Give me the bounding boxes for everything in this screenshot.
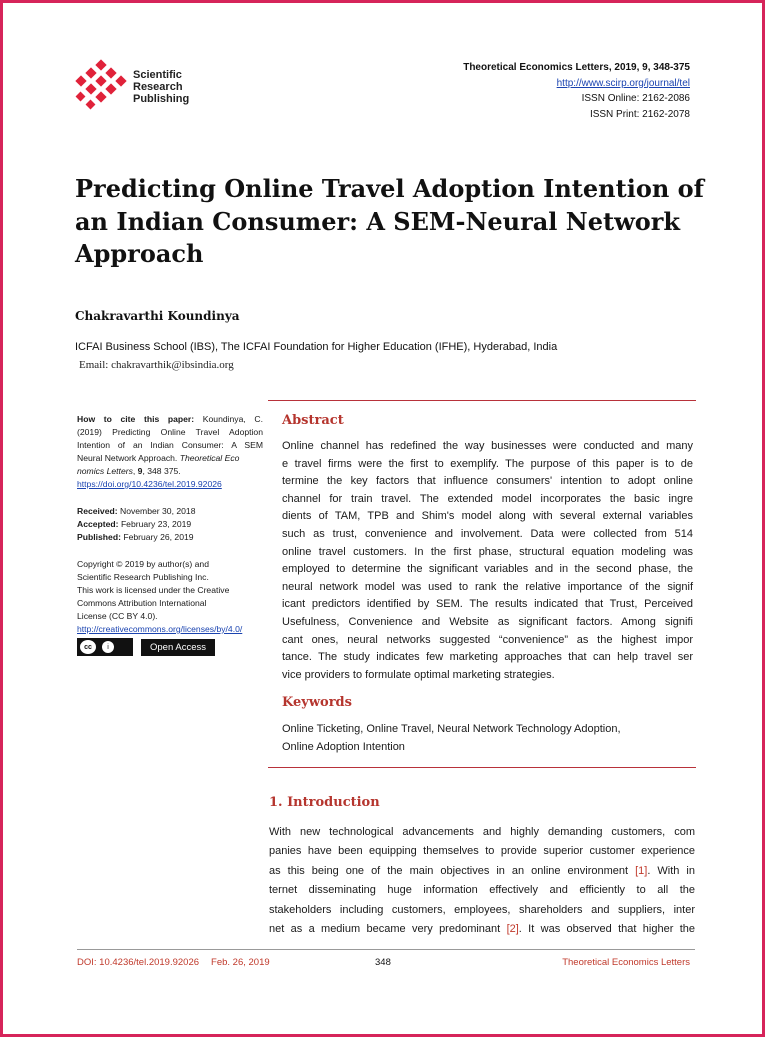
- abstract-top-rule: [268, 400, 696, 401]
- keywords-bottom-rule: [268, 767, 696, 768]
- intro-line: as this being one of the main objectives in an online environment [1]. With in: [269, 864, 695, 877]
- abstract-line: such as trust, convenience and involvement. Data were collected from 514: [282, 527, 693, 540]
- title-line: Approach: [75, 239, 204, 268]
- publisher-name: [133, 69, 189, 105]
- publisher-line: Research: [133, 81, 183, 93]
- copyright-line: Copyright © 2019 by author(s) and: [77, 559, 209, 569]
- cc-icon: cc: [80, 640, 96, 654]
- doi-link[interactable]: https://doi.org/10.4236/tel.2019.92026: [77, 479, 222, 489]
- abstract-line: tance. The study indicates few marketing approaches that can help travel ser: [282, 651, 693, 664]
- abstract-line: termine the key factors that influence consumers' intention to adopt online: [282, 475, 693, 488]
- abstract-heading: Abstract: [282, 413, 344, 428]
- citation-line: Neural Network Approach. Theoretical Eco: [77, 453, 240, 463]
- abstract-line: Usefulness, Convenience and Website as significant factors. Among signifi: [282, 615, 693, 628]
- publisher-logo-icon: [75, 59, 131, 113]
- footer-doi-text: DOI: 10.4236/tel.2019.92026: [77, 957, 200, 968]
- abstract-line: e travel firms were the first to exemplify. The purpose of this paper is to de: [282, 457, 693, 470]
- copyright-line: Scientific Research Publishing Inc.: [77, 572, 209, 582]
- introduction-heading: 1. Introduction: [269, 795, 380, 810]
- citation-line: (2019) Predicting Online Travel Adoption: [77, 427, 263, 437]
- author-affiliation: ICFAI Business School (IBS), The ICFAI Foundation for Higher Education (IFHE), Hyderabad, India: [75, 341, 558, 353]
- footer-doi: [77, 957, 282, 968]
- page-number: 348: [375, 957, 391, 968]
- received-date: Received: November 30, 2018: [77, 506, 196, 516]
- footer-date: Feb. 26, 2019: [211, 957, 270, 968]
- sidebar-info: [77, 413, 263, 656]
- cc-by-badge-icon[interactable]: [77, 638, 133, 656]
- journal-url-link[interactable]: http://www.scirp.org/journal/tel: [556, 77, 690, 89]
- citation-block: [77, 413, 263, 491]
- intro-line: ternet disseminating huge information effectively and efficiently to all the: [269, 884, 695, 897]
- abstract-line: icant predictors identified by SEM. The results indicated that Trust, Perceived: [282, 598, 693, 611]
- abstract-line: employed to determine the significant variables and in the second phase, the: [282, 563, 693, 576]
- journal-info: [463, 60, 690, 122]
- publisher-logo: [75, 59, 215, 113]
- license-link[interactable]: http://creativecommons.org/licenses/by/4.0/: [77, 624, 243, 634]
- published-date: Published: February 26, 2019: [77, 532, 194, 542]
- keywords-text: [282, 720, 693, 756]
- author-email: Email: chakravarthik@ibsindia.org: [79, 359, 234, 371]
- abstract-line: cant ones, neural networks suggested “convenience” as the highest impor: [282, 633, 693, 646]
- issn-online: ISSN Online: 2162-2086: [581, 93, 690, 104]
- abstract-line: neural network model was used to rank the relative importance of the signif: [282, 580, 693, 593]
- citation-line: Intention of an Indian Consumer: A SEM: [77, 440, 263, 450]
- open-access-badge[interactable]: Open Access: [141, 639, 215, 656]
- abstract-line: vice providers to formulate optimal marketing strategies.: [282, 668, 555, 681]
- keywords-line: Online Adoption Intention: [282, 741, 405, 753]
- intro-line: net as a medium became very predominant [2]. It was observed that higher the: [269, 923, 695, 936]
- keywords-line: Online Ticketing, Online Travel, Neural Network Technology Adoption,: [282, 723, 621, 735]
- footer-rule: [77, 949, 695, 950]
- intro-line: stakeholders including customers, employees, shareholders and suppliers, inter: [269, 903, 695, 916]
- issn-print: ISSN Print: 2162-2078: [589, 108, 690, 120]
- publisher-line: Scientific: [133, 69, 182, 81]
- abstract-line: channel for train travel. The extended model incorporates the basic ingre: [282, 492, 693, 505]
- abstract-text: [282, 438, 693, 684]
- reference-link[interactable]: [1]: [635, 864, 648, 877]
- accepted-date: Accepted: February 23, 2019: [77, 519, 192, 529]
- copyright-block: [77, 558, 263, 636]
- reference-link[interactable]: [2]: [506, 923, 519, 936]
- citation-line: nomics Letters, 9, 348 375.: [77, 466, 181, 476]
- author-name: Chakravarthi Koundinya: [75, 309, 240, 323]
- abstract-line: online travel customers. In the first phase, structural equation modeling was: [282, 545, 693, 558]
- introduction-text: [269, 823, 695, 939]
- dates-block: [77, 505, 263, 544]
- by-icon: i: [102, 641, 114, 653]
- copyright-line: This work is licensed under the Creative: [77, 585, 230, 595]
- paper-title: [75, 173, 715, 271]
- copyright-line: Commons Attribution International: [77, 598, 207, 608]
- intro-line: panies have been equipping themselves to provide superior customer experience: [269, 845, 695, 858]
- publisher-line: Publishing: [133, 93, 190, 105]
- journal-citation: Theoretical Economics Letters, 2019, 9, 348-375: [463, 62, 690, 73]
- footer-journal: Theoretical Economics Letters: [562, 957, 690, 968]
- badges: [77, 638, 263, 656]
- intro-line: With new technological advancements and highly demanding customers, com: [269, 826, 695, 838]
- abstract-line: Online channel has redefined the way businesses were conducted and many: [282, 440, 693, 452]
- copyright-line: License (CC BY 4.0).: [77, 611, 158, 621]
- title-line: Predicting Online Travel Adoption Intention of: [75, 174, 704, 203]
- citation-line: How to cite this paper: Koundinya, C.: [77, 414, 264, 424]
- title-line: an Indian Consumer: A SEM-Neural Network: [75, 206, 681, 236]
- keywords-heading: Keywords: [282, 695, 352, 710]
- abstract-line: dients of TAM, TPB and Shim's model along with several external variables: [282, 510, 693, 523]
